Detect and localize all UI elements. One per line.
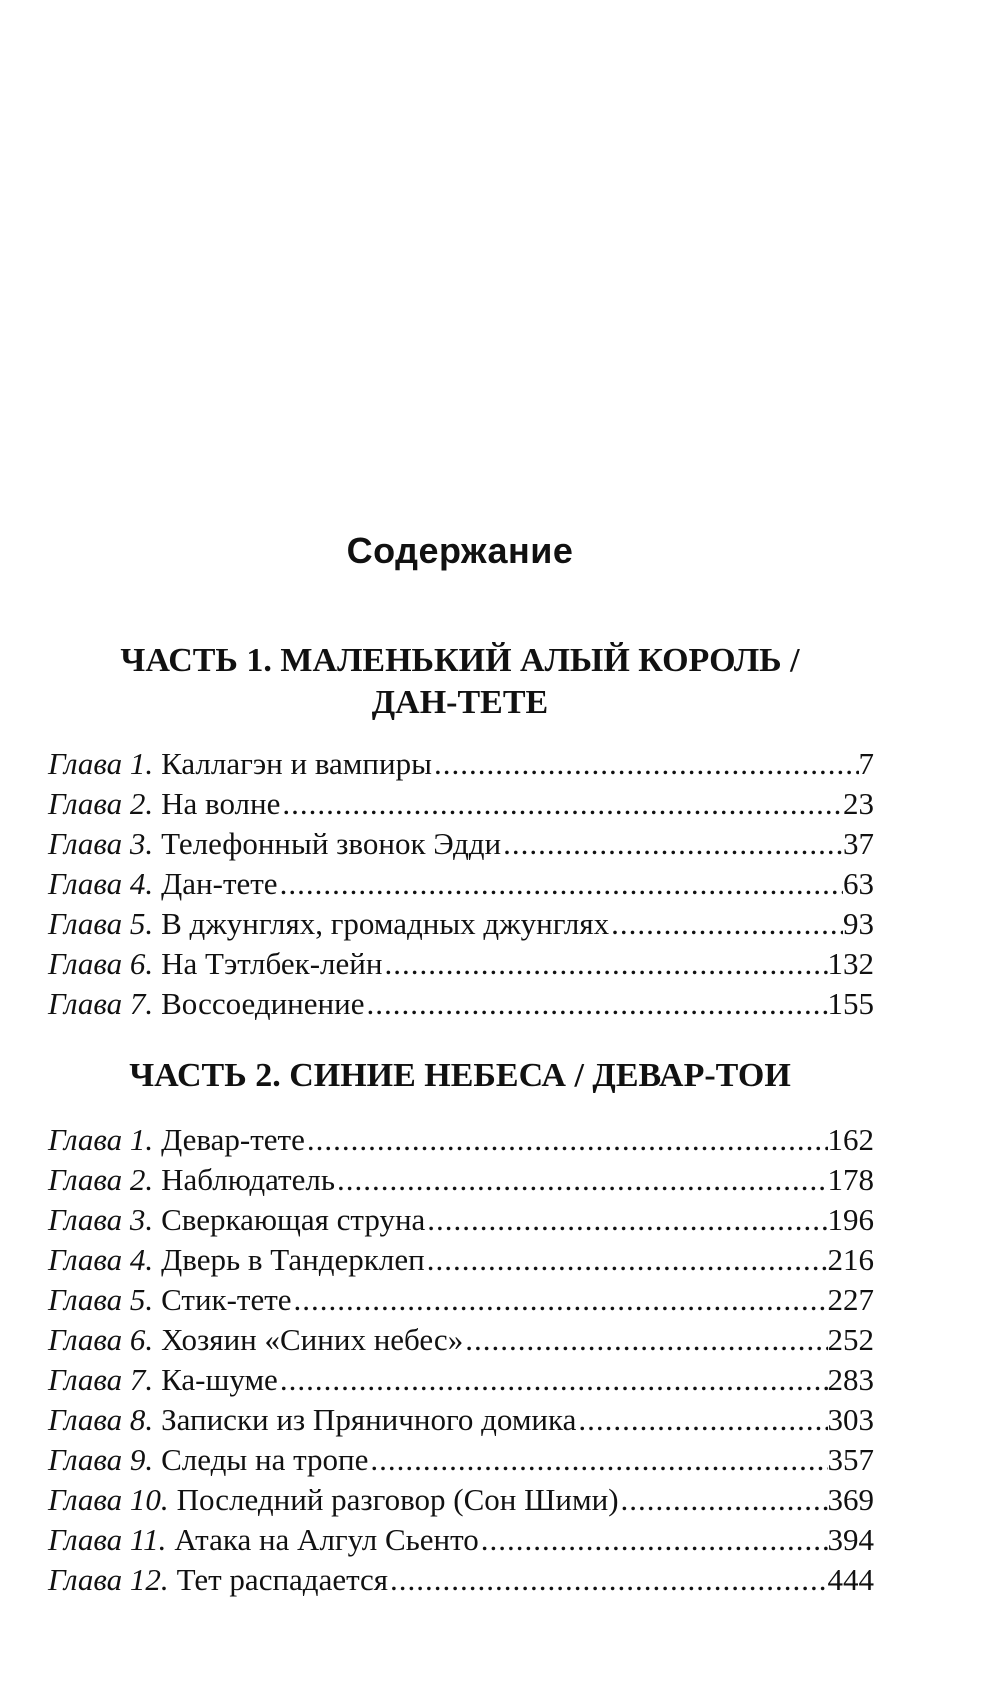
dot-leader: [280, 784, 843, 824]
part-2-heading: [0, 1055, 920, 1097]
toc-entry[interactable]: [48, 784, 874, 824]
dot-leader: [278, 1360, 828, 1400]
chapter-label: Глава 2.: [48, 1162, 154, 1197]
chapter-label: Глава 8.: [48, 1402, 154, 1437]
dot-leader: [619, 1480, 828, 1520]
dot-leader: [305, 1120, 828, 1160]
chapter-label: Глава 7.: [48, 986, 154, 1021]
toc-entry[interactable]: [48, 864, 874, 904]
chapter-title: Воссоединение: [161, 986, 365, 1021]
page-number: 132: [827, 946, 874, 981]
page-number: 63: [843, 866, 874, 901]
toc-entry[interactable]: [48, 1200, 874, 1240]
page-title: Содержание: [346, 530, 574, 571]
part-2-title-line-1: СИНИЕ НЕБЕСА / ДЕВАР-ТОИ: [289, 1057, 791, 1094]
page-number: 252: [827, 1322, 874, 1357]
chapter-label: Глава 1.: [48, 746, 154, 781]
dot-leader: [382, 944, 827, 984]
page-number: 162: [827, 1122, 874, 1157]
page-number: 23: [843, 786, 874, 821]
toc-entry[interactable]: [48, 1400, 874, 1440]
toc-entry[interactable]: [48, 1440, 874, 1480]
chapter-title: Телефонный звонок Эдди: [161, 826, 502, 861]
page-number: 155: [827, 986, 874, 1021]
page-number: 357: [827, 1442, 874, 1477]
chapter-label: Глава 3.: [48, 826, 154, 861]
chapter-title: Ка-шуме: [161, 1362, 278, 1397]
chapter-label: Глава 6.: [48, 1322, 154, 1357]
chapter-label: Глава 6.: [48, 946, 154, 981]
chapter-title: Каллагэн и вампиры: [161, 746, 432, 781]
page-number: 303: [827, 1402, 874, 1437]
part-1-title-line-1: МАЛЕНЬКИЙ АЛЫЙ КОРОЛЬ /: [280, 642, 800, 679]
chapter-title: Наблюдатель: [161, 1162, 335, 1197]
chapter-label: Глава 4.: [48, 1242, 154, 1277]
dot-leader: [479, 1520, 828, 1560]
dot-leader: [368, 1440, 827, 1480]
part-1-label: ЧАСТЬ 1.: [120, 642, 272, 679]
page-number: 227: [827, 1282, 874, 1317]
toc-entry[interactable]: [48, 1520, 874, 1560]
dot-leader: [335, 1160, 828, 1200]
dot-leader: [364, 984, 827, 1024]
toc-entry[interactable]: [48, 1480, 874, 1520]
toc-entry[interactable]: [48, 1560, 874, 1600]
toc-entry[interactable]: [48, 824, 874, 864]
chapter-title: Девар-тете: [161, 1122, 305, 1157]
toc-entry[interactable]: [48, 904, 874, 944]
part-2-chapter-list: [48, 1120, 874, 1600]
chapter-label: Глава 10.: [48, 1482, 169, 1517]
dot-leader: [609, 904, 843, 944]
dot-leader: [278, 864, 843, 904]
dot-leader: [501, 824, 843, 864]
page-number: 93: [843, 906, 874, 941]
dot-leader: [425, 1200, 827, 1240]
chapter-label: Глава 7.: [48, 1362, 154, 1397]
page-number: 369: [827, 1482, 874, 1517]
toc-entry[interactable]: [48, 1280, 874, 1320]
chapter-title: Тет распадается: [176, 1562, 389, 1597]
chapter-label: Глава 2.: [48, 786, 154, 821]
chapter-title: Дверь в Тандерклеп: [161, 1242, 425, 1277]
chapter-title: Записки из Пряничного домика: [161, 1402, 577, 1437]
dot-leader: [388, 1560, 827, 1600]
page-number: 7: [858, 746, 874, 781]
chapter-label: Глава 9.: [48, 1442, 154, 1477]
chapter-label: Глава 1.: [48, 1122, 154, 1157]
dot-leader: [463, 1320, 827, 1360]
part-1-chapter-list: [48, 744, 874, 1024]
toc-entry[interactable]: [48, 1360, 874, 1400]
chapter-title: Стик-тете: [161, 1282, 292, 1317]
dot-leader: [576, 1400, 827, 1440]
page-number: 444: [827, 1562, 874, 1597]
chapter-title: Сверкающая струна: [161, 1202, 426, 1237]
chapter-label: Глава 4.: [48, 866, 154, 901]
page-number: 196: [827, 1202, 874, 1237]
toc-entry[interactable]: [48, 984, 874, 1024]
part-1-title-line-2: ДАН-ТЕТЕ: [371, 684, 549, 721]
chapter-label: Глава 11.: [48, 1522, 167, 1557]
chapter-title: На Тэтлбек-лейн: [161, 946, 383, 981]
toc-entry[interactable]: [48, 1320, 874, 1360]
chapter-title: Хозяин «Синих небес»: [161, 1322, 464, 1357]
toc-entry[interactable]: [48, 1160, 874, 1200]
page-number: 283: [827, 1362, 874, 1397]
toc-entry[interactable]: [48, 1240, 874, 1280]
chapter-title: Следы на тропе: [161, 1442, 369, 1477]
chapter-label: Глава 5.: [48, 1282, 154, 1317]
dot-leader: [425, 1240, 828, 1280]
page-number: 394: [827, 1522, 874, 1557]
chapter-title: Атака на Алгул Сьенто: [174, 1522, 479, 1557]
chapter-title: В джунглях, громадных джунглях: [161, 906, 610, 941]
chapter-title: Дан-тете: [161, 866, 278, 901]
part-1-heading: [0, 640, 920, 724]
part-2-label: ЧАСТЬ 2.: [129, 1057, 281, 1094]
chapter-label: Глава 3.: [48, 1202, 154, 1237]
toc-entry[interactable]: [48, 1120, 874, 1160]
page-number: 216: [827, 1242, 874, 1277]
dot-leader: [292, 1280, 828, 1320]
chapter-title: На волне: [161, 786, 281, 821]
page-number: 37: [843, 826, 874, 861]
toc-entry[interactable]: [48, 744, 874, 784]
chapter-label: Глава 5.: [48, 906, 154, 941]
chapter-title: Последний разговор (Сон Шими): [176, 1482, 619, 1517]
page-number: 178: [827, 1162, 874, 1197]
toc-entry[interactable]: [48, 944, 874, 984]
chapter-label: Глава 12.: [48, 1562, 169, 1597]
dot-leader: [432, 744, 859, 784]
